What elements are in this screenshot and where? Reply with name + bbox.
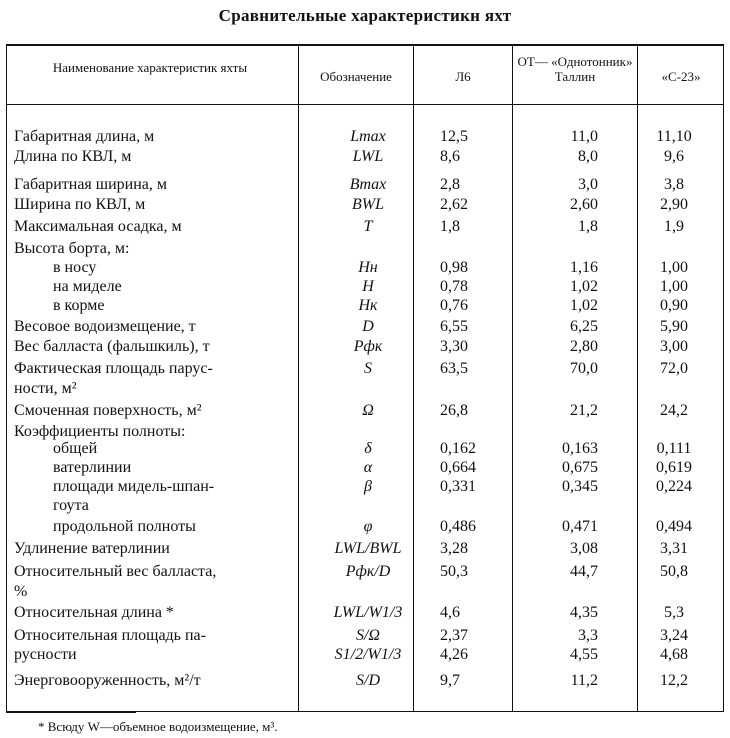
row-value-l6: 50,3 — [440, 563, 468, 580]
row-value-l6: 4,6 — [440, 604, 460, 621]
row-symbol: S/Ω — [355, 627, 380, 644]
row-value-ot: 2,60 — [570, 196, 598, 213]
table-row — [0, 360, 730, 378]
row-value-l6: 4,26 — [440, 646, 468, 663]
row-value-l6: 8,6 — [440, 148, 460, 165]
footnote: * Всюду W—объемное водоизмещение, м³. — [38, 719, 278, 734]
table-row — [0, 218, 730, 236]
row-value-c23: 0,90 — [660, 297, 688, 314]
table-row — [0, 380, 730, 398]
table-row — [0, 540, 730, 558]
row-symbol: S/D — [356, 672, 380, 689]
table-row — [0, 148, 730, 166]
table-row — [0, 627, 730, 645]
row-symbol: S — [364, 360, 372, 377]
row-value-c23: 0,111 — [656, 440, 692, 457]
table-row — [0, 338, 730, 356]
row-symbol: β — [364, 478, 372, 495]
row-name: в носу — [53, 259, 97, 276]
row-value-ot: 3,08 — [570, 540, 598, 557]
row-symbol: φ — [363, 518, 373, 535]
table-row — [0, 196, 730, 214]
row-symbol: LWL/BWL — [334, 540, 402, 557]
row-name: Смоченная поверхность, м² — [14, 402, 202, 419]
row-value-ot: 2,80 — [570, 338, 598, 355]
row-value-ot: 0,345 — [562, 478, 598, 495]
row-value-c23: 12,2 — [660, 672, 688, 689]
table-row — [0, 672, 730, 690]
row-name: Ширина по КВЛ, м — [14, 196, 146, 213]
header-ot: ОТ— «Однотонник» Таллин — [517, 54, 633, 84]
row-value-c23: 24,2 — [660, 402, 688, 419]
row-name: Вес балласта (фальшкиль), т — [14, 338, 210, 355]
row-symbol: α — [363, 459, 373, 476]
row-name: Габаритная ширина, м — [14, 176, 168, 193]
row-name: Высота борта, м: — [14, 240, 130, 257]
row-value-l6: 0,98 — [440, 259, 468, 276]
row-symbol: Pфк — [353, 338, 383, 355]
table-row — [0, 583, 730, 601]
row-value-ot: 1,02 — [570, 297, 598, 314]
row-value-ot: 1,8 — [578, 218, 598, 235]
row-value-ot: 70,0 — [570, 360, 598, 377]
row-value-ot: 0,163 — [562, 440, 598, 457]
row-name: ватерлинии — [53, 459, 132, 476]
table-row — [0, 240, 730, 258]
row-name: в корме — [53, 297, 105, 314]
table-row — [0, 318, 730, 336]
table-row — [0, 278, 730, 296]
row-value-l6: 0,162 — [440, 440, 476, 457]
row-value-l6: 2,37 — [440, 627, 468, 644]
row-value-c23: 72,0 — [660, 360, 688, 377]
row-value-l6: 3,28 — [440, 540, 468, 557]
row-value-ot: 6,25 — [570, 318, 598, 335]
top-rule — [6, 44, 724, 46]
table-row — [0, 402, 730, 420]
row-value-l6: 3,30 — [440, 338, 468, 355]
row-name: Фактическая площадь парус- — [14, 360, 213, 377]
row-value-ot: 0,675 — [562, 459, 598, 476]
row-value-c23: 2,90 — [660, 196, 688, 213]
table-title: Сравнительные характеристикн яхт — [218, 6, 512, 25]
row-name: продольной полноты — [53, 518, 196, 535]
row-symbol: Ω — [362, 402, 374, 419]
row-value-ot: 44,7 — [570, 563, 598, 580]
row-name: Весовое водоизмещение, т — [14, 318, 196, 335]
row-value-l6: 0,331 — [440, 478, 476, 495]
row-symbol: δ — [364, 440, 372, 457]
row-symbol: Hк — [358, 297, 378, 314]
row-symbol: BWL — [352, 196, 384, 213]
row-name: Удлинение ватерлинии — [14, 540, 170, 557]
table-row — [0, 128, 730, 146]
row-value-c23: 3,31 — [660, 540, 688, 557]
row-symbol: LWL — [352, 148, 384, 165]
row-value-l6: 0,664 — [440, 459, 476, 476]
row-value-ot: 1,02 — [570, 278, 598, 295]
row-value-ot: 0,471 — [562, 518, 598, 535]
row-value-ot: 3,3 — [578, 627, 598, 644]
row-name: % — [14, 583, 28, 600]
header-c23: «С-23» — [661, 69, 701, 84]
row-value-c23: 1,9 — [664, 218, 684, 235]
row-value-l6: 0,76 — [440, 297, 468, 314]
table-row — [0, 259, 730, 277]
row-value-c23: 5,90 — [660, 318, 688, 335]
row-symbol: H — [362, 278, 374, 295]
table-row — [0, 440, 730, 458]
row-value-ot: 3,0 — [578, 176, 598, 193]
row-value-l6: 26,8 — [440, 402, 468, 419]
row-value-c23: 50,8 — [660, 563, 688, 580]
header-symbol: Обозначение — [320, 69, 392, 84]
row-symbol: D — [362, 318, 374, 335]
row-value-c23: 9,6 — [664, 148, 684, 165]
row-name: гоута — [53, 497, 89, 514]
row-value-c23: 1,00 — [660, 278, 688, 295]
row-value-l6: 63,5 — [440, 360, 468, 377]
table-row — [0, 518, 730, 536]
row-value-ot: 4,35 — [570, 604, 598, 621]
row-symbol: Bmax — [349, 176, 387, 193]
row-value-ot: 8,0 — [578, 148, 598, 165]
row-value-ot: 1,16 — [570, 259, 598, 276]
row-value-ot: 11,0 — [570, 128, 598, 145]
row-name: Габаритная длина, м — [14, 128, 155, 145]
footnote-rule — [6, 712, 136, 713]
row-value-l6: 0,78 — [440, 278, 468, 295]
row-name: на миделе — [53, 278, 122, 295]
row-value-ot: 4,55 — [570, 646, 598, 663]
row-value-l6: 6,55 — [440, 318, 468, 335]
row-value-l6: 12,5 — [440, 128, 468, 145]
row-value-c23: 1,00 — [660, 259, 688, 276]
header-name: Наименование характеристик яхты — [52, 60, 248, 75]
row-symbol: S1/2/W1/3 — [334, 646, 402, 663]
row-name: Относительная площадь па- — [14, 627, 206, 644]
table-row — [0, 297, 730, 315]
row-value-c23: 0,224 — [656, 478, 692, 495]
row-name: Коэффициенты полноты: — [14, 423, 186, 440]
row-name: Энерговооруженность, м²/т — [14, 672, 201, 689]
row-name: Максимальная осадка, м — [14, 218, 182, 235]
row-value-c23: 3,24 — [660, 627, 688, 644]
row-value-ot: 21,2 — [570, 402, 598, 419]
row-name: Относительный вес балласта, — [14, 563, 217, 580]
row-name: Длина по КВЛ, м — [14, 148, 132, 165]
row-value-l6: 2,8 — [440, 176, 460, 193]
row-name: ности, м² — [14, 380, 77, 397]
row-value-c23: 0,619 — [656, 459, 692, 476]
table-row — [0, 497, 730, 515]
table-row — [0, 459, 730, 477]
row-value-l6: 0,486 — [440, 518, 476, 535]
row-value-l6: 9,7 — [440, 672, 460, 689]
row-name: общей — [53, 440, 98, 457]
row-value-l6: 1,8 — [440, 218, 460, 235]
row-value-c23: 0,494 — [656, 518, 692, 535]
row-name: русности — [14, 646, 77, 663]
row-value-c23: 3,00 — [660, 338, 688, 355]
row-symbol: Pфк/D — [345, 563, 391, 580]
row-value-c23: 11,10 — [656, 128, 692, 145]
table-row — [0, 423, 730, 441]
table-row — [0, 604, 730, 622]
table-row — [0, 176, 730, 194]
row-name: площади мидель-шпан- — [53, 478, 215, 495]
row-value-c23: 3,8 — [664, 176, 684, 193]
row-value-ot: 11,2 — [570, 672, 598, 689]
row-symbol: Lmax — [350, 128, 386, 145]
header-bottom-rule — [6, 104, 724, 105]
header-l6: Л6 — [455, 69, 471, 84]
row-symbol: Hн — [358, 259, 378, 276]
row-symbol: LWL/W1/3 — [333, 604, 403, 621]
table-row — [0, 478, 730, 496]
row-value-c23: 5,3 — [664, 604, 684, 621]
row-symbol: T — [363, 218, 373, 235]
table-row — [0, 563, 730, 581]
row-value-c23: 4,68 — [660, 646, 688, 663]
row-name: Относительная длина * — [14, 604, 174, 621]
table-row — [0, 646, 730, 664]
row-value-l6: 2,62 — [440, 196, 468, 213]
